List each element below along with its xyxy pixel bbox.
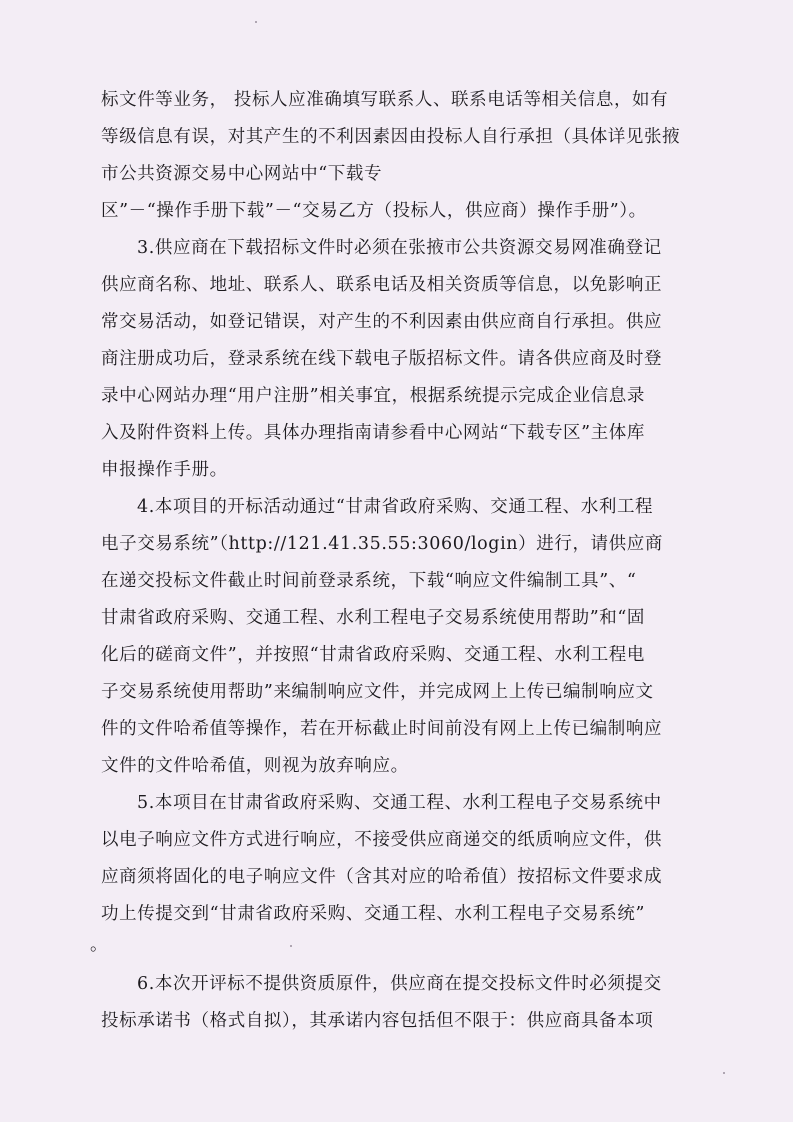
scan-speck <box>290 945 292 947</box>
text-line: 录中心网站办理“用户注册”相关事宜，根据系统提示完成企业信息录 <box>101 386 645 406</box>
text-line: 子交易系统使用帮助”来编制响应文件，并完成网上上传已编制响应文 <box>101 682 654 702</box>
text-line: 电子交易系统”（http://121.41.35.55:3060/login）进行，请供应商 <box>101 534 663 554</box>
text-line: 甘肃省政府采购、交通工程、水利工程电子交易系统使用帮助”和“固 <box>101 608 645 628</box>
text-line: 3.供应商在下载招标文件时必须在张掖市公共资源交易网准确登记 <box>137 238 662 258</box>
scan-speck <box>723 1072 725 1074</box>
text-line: 应商须将固化的电子响应文件（含其对应的哈希值）按招标文件要求成 <box>101 867 663 887</box>
text-line: 5.本项目在甘肃省政府采购、交通工程、水利工程电子交易系统中 <box>137 793 662 813</box>
text-line: 功上传提交到“甘肃省政府采购、交通工程、水利工程电子交易系统” <box>101 904 645 924</box>
text-line: 入及附件资料上传。具体办理指南请参看中心网站“下载专区”主体库 <box>101 423 645 443</box>
text-line: 等级信息有误，对其产生的不利因素因由投标人自行承担（具体详见张掖 <box>101 127 681 147</box>
text-line: 以电子响应文件方式进行响应，不接受供应商递交的纸质响应文件，供 <box>101 830 663 850</box>
text-line: 4.本项目的开标活动通过“甘肃省政府采购、交通工程、水利工程 <box>137 497 654 517</box>
text-line: 常交易活动，如登记错误，对产生的不利因素由供应商自行承担。供应 <box>101 312 663 332</box>
text-line: 文件的文件哈希值，则视为放弃响应。 <box>101 756 409 776</box>
text-line: 在递交投标文件截止时间前登录系统，下载“响应文件编制工具”、“ <box>101 571 637 591</box>
text-line: 供应商名称、地址、联系人、联系电话及相关资质等信息，以免影响正 <box>101 275 663 295</box>
text-line: 6.本次开评标不提供资质原件，供应商在提交投标文件时必须提交 <box>137 974 662 994</box>
text-line: 件的文件哈希值等操作，若在开标截止时间前没有网上上传已编制响应 <box>101 719 663 739</box>
text-line: 市公共资源交易中心网站中“下载专 <box>101 164 383 184</box>
text-line: 投标承诺书（格式自拟），其承诺内容包括但不限于：供应商具备本项 <box>101 1011 654 1031</box>
text-line: 申报操作手册。 <box>101 460 228 480</box>
text-line: 商注册成功后，登录系统在线下载电子版招标文件。请各供应商及时登 <box>101 349 663 369</box>
text-line: 区”－“操作手册下载”－“交易乙方（投标人，供应商）操作手册”）。 <box>101 201 647 221</box>
text-line: 。 <box>90 935 109 955</box>
scan-speck <box>255 21 257 23</box>
text-line: 标文件等业务， 投标人应准确填写联系人、联系电话等相关信息，如有 <box>101 90 669 110</box>
text-line: 化后的磋商文件”，并按照“甘肃省政府采购、交通工程、水利工程电 <box>101 645 645 665</box>
